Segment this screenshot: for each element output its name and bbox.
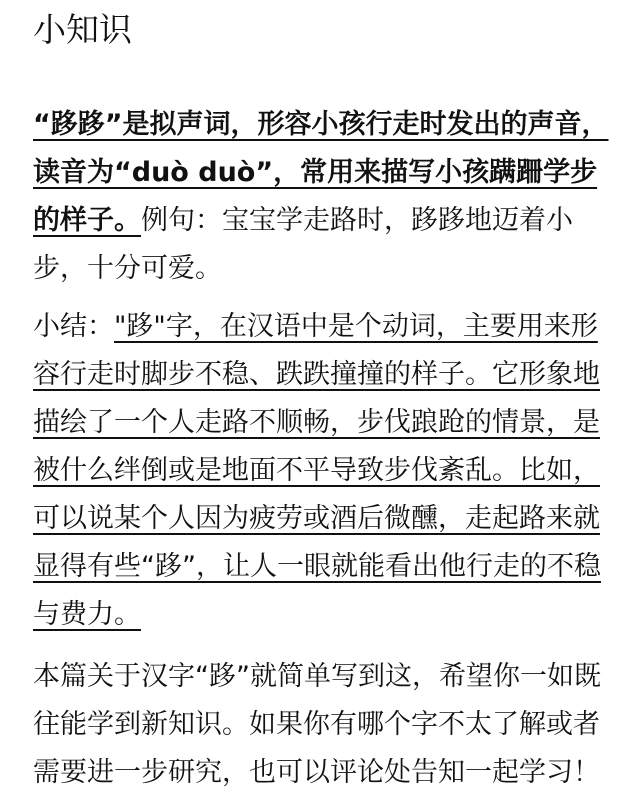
paragraph-definition <box>33 101 613 293</box>
paragraph-summary <box>33 303 613 639</box>
summary-text: "跢"字，在汉语中是个动词，主要用来形容行走时脚步不稳、跌跌撞撞的样子。它形象地描绘了一个人走路不顺畅，步伐踉跄的情景，是被什么绊倒或是地面不平导致步伐紊乱。比如，可以说某个人因为疲劳或酒后微醺，走起路来就显得有些“跢”，让人一眼就能看出他行走的不稳与费力。 <box>33 311 601 630</box>
example-sentence: 例句：宝宝学走路时，跢跢地迈着小步，十分可爱。 <box>33 205 573 284</box>
summary-label: 小结： <box>33 311 114 342</box>
page-title: 小知识 <box>33 10 132 49</box>
paragraph-closing: 本篇关于汉字“跢”就简单写到这，希望你一如既往能学到新知识。如果你有哪个字不太了解或者需要进一步研究，也可以评论处告知一起学习！ <box>33 661 601 788</box>
article <box>33 0 613 797</box>
definition-highlight: “跢跢”是拟声词，形容小孩行走时发出的声音，读音为“duò duò”，常用来描写小孩蹒跚学步的样子。 <box>33 109 609 236</box>
